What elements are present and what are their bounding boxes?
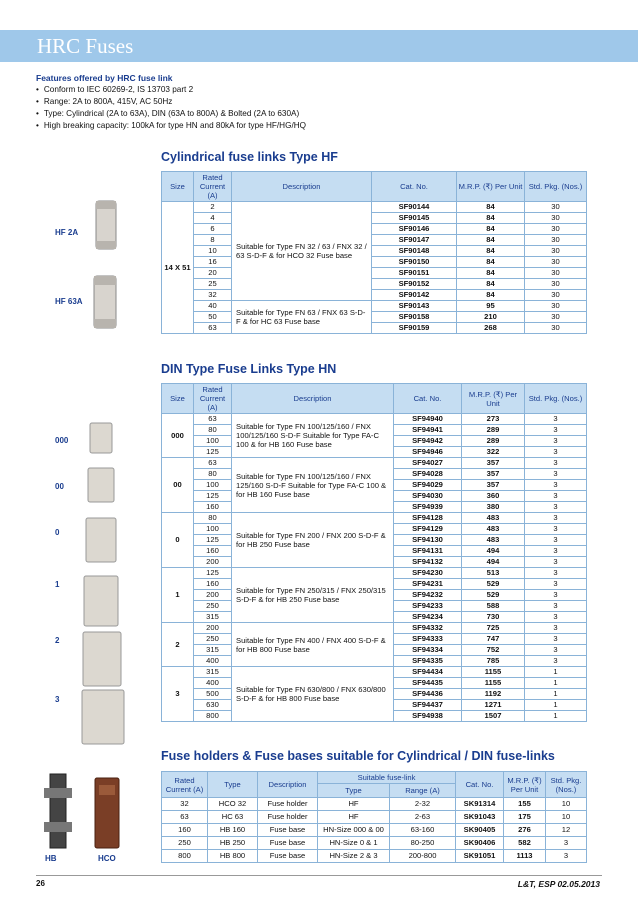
cat-no-cell: SF94436 [394, 689, 462, 700]
pkg-cell: 12 [546, 824, 587, 837]
pkg-cell: 10 [546, 798, 587, 811]
rated-cell: 20 [194, 268, 232, 279]
pkg-cell: 3 [525, 502, 587, 513]
mrp-cell: 588 [462, 601, 525, 612]
footer-reference: L&T, ESP 02.05.2013 [517, 879, 600, 889]
mrp-cell: 155 [504, 798, 546, 811]
size-cell: 0 [162, 513, 194, 568]
col-rated: Rated Current (A) [194, 172, 232, 202]
mrp-cell: 494 [462, 557, 525, 568]
col-mrp: M.R.P. (₹) Per Unit [504, 772, 546, 798]
pkg-cell: 3 [525, 590, 587, 601]
pkg-cell: 3 [546, 837, 587, 850]
description-cell: Suitable for Type FN 100/125/160 / FNX 125/160 S-D-F Suitable for Type FA-C 100 & for HB 160 Fuse base [232, 458, 394, 513]
hf-2a-fuse-image [88, 195, 128, 255]
cat-no-cell: SF94234 [394, 612, 462, 623]
col-rated: Rated Current (A) [194, 384, 232, 414]
pkg-cell: 30 [525, 213, 587, 224]
cat-no-cell: SF94128 [394, 513, 462, 524]
cat-no-cell: SF94335 [394, 656, 462, 667]
hb-fuse-base-image [40, 770, 80, 852]
rated-cell: 125 [194, 491, 232, 502]
description-cell: Suitable for Type FN 100/125/160 / FNX 100/125/160 S-D-F Suitable for Type FA-C 100 & for HB 160 Fuse base [232, 414, 394, 458]
pkg-cell: 1 [525, 711, 587, 722]
rated-cell: 125 [194, 535, 232, 546]
col-desc: Description [258, 772, 318, 798]
description-cell: Suitable for Type FN 200 / FNX 200 S-D-F & for HB 250 Fuse base [232, 513, 394, 568]
pkg-cell: 3 [525, 645, 587, 656]
cat-no-cell: SF94231 [394, 579, 462, 590]
cat-no-cell: SF90144 [372, 202, 457, 213]
range-cell: 2-32 [390, 798, 456, 811]
table-row [162, 568, 587, 579]
rated-cell: 32 [194, 290, 232, 301]
size-cell: 2 [162, 623, 194, 667]
label-hco: HCO [98, 854, 116, 863]
rated-cell: 100 [194, 480, 232, 491]
col-desc: Description [232, 172, 372, 202]
cat-no-cell: SF90147 [372, 235, 457, 246]
rated-cell: 10 [194, 246, 232, 257]
cat-no-cell: SF90152 [372, 279, 457, 290]
label-size-2: 2 [55, 636, 60, 645]
mrp-cell: 1271 [462, 700, 525, 711]
features-title: Features offered by HRC fuse link [36, 73, 173, 83]
rated-cell: 40 [194, 301, 232, 312]
mrp-cell: 747 [462, 634, 525, 645]
mrp-cell: 380 [462, 502, 525, 513]
rated-cell: 4 [194, 213, 232, 224]
cat-no-cell: SF94941 [394, 425, 462, 436]
mrp-cell: 752 [462, 645, 525, 656]
description-cell: Fuse base [258, 824, 318, 837]
fuse-type-cell: HN-Size 0 & 1 [318, 837, 390, 850]
mrp-cell: 357 [462, 458, 525, 469]
description-cell: Suitable for Type FN 63 / FNX 63 S-D-F & for HC 63 Fuse base [232, 301, 372, 334]
table-row [162, 458, 587, 469]
range-cell: 200-800 [390, 850, 456, 863]
pkg-cell: 30 [525, 202, 587, 213]
rated-cell: 80 [194, 469, 232, 480]
pkg-cell: 3 [525, 623, 587, 634]
rated-cell: 16 [194, 257, 232, 268]
page-number: 26 [36, 879, 45, 888]
mrp-cell: 84 [457, 246, 525, 257]
rated-cell: 160 [194, 579, 232, 590]
hf-63a-fuse-image [86, 272, 126, 332]
cat-no-cell: SF94939 [394, 502, 462, 513]
cat-no-cell: SF94942 [394, 436, 462, 447]
rated-cell: 250 [194, 601, 232, 612]
rated-cell: 250 [162, 837, 208, 850]
features-list [36, 84, 306, 132]
label-size-0: 0 [55, 528, 60, 537]
cat-no-cell: SF90146 [372, 224, 457, 235]
col-cat: Cat. No. [372, 172, 457, 202]
mrp-cell: 1192 [462, 689, 525, 700]
pkg-cell: 30 [525, 224, 587, 235]
mrp-cell: 273 [462, 414, 525, 425]
pkg-cell: 30 [525, 323, 587, 334]
mrp-cell: 84 [457, 213, 525, 224]
mrp-cell: 268 [457, 323, 525, 334]
cat-no-cell: SF94132 [394, 557, 462, 568]
pkg-cell: 3 [525, 469, 587, 480]
col-suitable-range: Range (A) [390, 784, 456, 798]
description-cell: Fuse base [258, 837, 318, 850]
table-row [162, 837, 587, 850]
pkg-cell: 1 [525, 700, 587, 711]
label-size-00: 00 [55, 482, 64, 491]
footer-divider [36, 875, 602, 876]
feature-item: • High breaking capacity: 100kA for type HN and 80kA for type HF/HG/HQ [36, 120, 306, 132]
cat-no-cell: SF90159 [372, 323, 457, 334]
mrp-cell: 529 [462, 579, 525, 590]
mrp-cell: 1155 [462, 667, 525, 678]
table-row [162, 290, 587, 301]
rated-cell: 80 [194, 425, 232, 436]
hf-section-title: Cylindrical fuse links Type HF [161, 150, 338, 164]
rated-cell: 100 [194, 436, 232, 447]
rated-cell: 6 [194, 224, 232, 235]
table-row [162, 246, 587, 257]
mrp-cell: 84 [457, 279, 525, 290]
rated-cell: 315 [194, 667, 232, 678]
mrp-cell: 84 [457, 257, 525, 268]
type-cell: HCO 32 [208, 798, 258, 811]
range-cell: 80-250 [390, 837, 456, 850]
size-cell: 00 [162, 458, 194, 513]
table-row [162, 414, 587, 425]
mrp-cell: 210 [457, 312, 525, 323]
cat-no-cell: SF94333 [394, 634, 462, 645]
table-row [162, 667, 587, 678]
pkg-cell: 3 [525, 414, 587, 425]
pkg-cell: 1 [525, 678, 587, 689]
col-desc: Description [232, 384, 394, 414]
mrp-cell: 513 [462, 568, 525, 579]
cat-no-cell: SF90151 [372, 268, 457, 279]
mrp-cell: 785 [462, 656, 525, 667]
cat-no-cell: SF90145 [372, 213, 457, 224]
mrp-cell: 483 [462, 535, 525, 546]
col-suitable-type: Type [318, 784, 390, 798]
hn-fuse-images [80, 418, 128, 748]
feature-item: • Range: 2A to 800A, 415V, AC 50Hz [36, 96, 306, 108]
rated-cell: 50 [194, 312, 232, 323]
table-row [162, 202, 587, 213]
table-row [162, 213, 587, 224]
mrp-cell: 582 [504, 837, 546, 850]
mrp-cell: 725 [462, 623, 525, 634]
col-suitable: Suitable fuse-link [318, 772, 456, 784]
pkg-cell: 3 [525, 524, 587, 535]
type-cell: HB 250 [208, 837, 258, 850]
rated-cell: 400 [194, 656, 232, 667]
table-row [162, 301, 587, 312]
cat-no-cell: SF94434 [394, 667, 462, 678]
fuse-type-cell: HN-Size 000 & 00 [318, 824, 390, 837]
rated-cell: 32 [162, 798, 208, 811]
pkg-cell: 3 [525, 634, 587, 645]
cat-no-cell: SF94030 [394, 491, 462, 502]
mrp-cell: 357 [462, 469, 525, 480]
rated-cell: 63 [194, 414, 232, 425]
cat-no-cell: SF94334 [394, 645, 462, 656]
cat-no-cell: SF94028 [394, 469, 462, 480]
mrp-cell: 1113 [504, 850, 546, 863]
description-cell: Suitable for Type FN 400 / FNX 400 S-D-F & for HB 800 Fuse base [232, 623, 394, 667]
rated-cell: 315 [194, 645, 232, 656]
rated-cell: 8 [194, 235, 232, 246]
mrp-cell: 84 [457, 290, 525, 301]
cat-no-cell: SF94029 [394, 480, 462, 491]
description-cell: Fuse holder [258, 798, 318, 811]
mrp-cell: 1155 [462, 678, 525, 689]
feature-item: • Conform to IEC 60269-2, IS 13703 part 2 [36, 84, 306, 96]
cat-no-cell: SF94027 [394, 458, 462, 469]
cat-no-cell: SF90143 [372, 301, 457, 312]
mrp-cell: 1507 [462, 711, 525, 722]
rated-cell: 400 [194, 678, 232, 689]
hn-section-title: DIN Type Fuse Links Type HN [161, 362, 337, 376]
rated-cell: 500 [194, 689, 232, 700]
mrp-cell: 175 [504, 811, 546, 824]
pkg-cell: 1 [525, 689, 587, 700]
col-pkg: Std. Pkg. (Nos.) [546, 772, 587, 798]
pkg-cell: 30 [525, 257, 587, 268]
rated-cell: 315 [194, 612, 232, 623]
rated-cell: 800 [162, 850, 208, 863]
pkg-cell: 3 [525, 546, 587, 557]
pkg-cell: 1 [525, 667, 587, 678]
col-mrp: M.R.P. (₹) Per Unit [457, 172, 525, 202]
hco-fuse-holder-image [90, 775, 124, 851]
mrp-cell: 322 [462, 447, 525, 458]
pkg-cell: 30 [525, 312, 587, 323]
col-mrp: M.R.P. (₹) Per Unit [462, 384, 525, 414]
cat-no-cell: SF94940 [394, 414, 462, 425]
fuse-type-cell: HF [318, 811, 390, 824]
pkg-cell: 3 [525, 557, 587, 568]
cat-no-cell: SK91314 [456, 798, 504, 811]
description-cell: Fuse holder [258, 811, 318, 824]
size-cell: 3 [162, 667, 194, 722]
size-cell: 1 [162, 568, 194, 623]
mrp-cell: 360 [462, 491, 525, 502]
col-rated: Rated Current (A) [162, 772, 208, 798]
table-row [162, 811, 587, 824]
col-size: Size [162, 384, 194, 414]
mrp-cell: 84 [457, 235, 525, 246]
pkg-cell: 3 [525, 447, 587, 458]
table-row [162, 798, 587, 811]
holders-table [161, 771, 587, 863]
label-size-000: 000 [55, 436, 69, 445]
table-row [162, 850, 587, 863]
type-cell: HC 63 [208, 811, 258, 824]
pkg-cell: 3 [525, 535, 587, 546]
col-size: Size [162, 172, 194, 202]
rated-cell: 200 [194, 590, 232, 601]
pkg-cell: 3 [525, 436, 587, 447]
mrp-cell: 84 [457, 268, 525, 279]
rated-cell: 200 [194, 557, 232, 568]
mrp-cell: 357 [462, 480, 525, 491]
description-cell: Suitable for Type FN 630/800 / FNX 630/800 S-D-F & for HB 800 Fuse base [232, 667, 394, 722]
cat-no-cell: SK90405 [456, 824, 504, 837]
cat-no-cell: SF94435 [394, 678, 462, 689]
col-cat: Cat. No. [456, 772, 504, 798]
cat-no-cell: SF90148 [372, 246, 457, 257]
pkg-cell: 30 [525, 290, 587, 301]
pkg-cell: 3 [525, 425, 587, 436]
hf-table [161, 171, 587, 334]
table-row [162, 224, 587, 235]
pkg-cell: 30 [525, 279, 587, 290]
table-row [162, 279, 587, 290]
label-hf-2a: HF 2A [55, 228, 79, 237]
type-cell: HB 160 [208, 824, 258, 837]
description-cell: Fuse base [258, 850, 318, 863]
col-cat: Cat. No. [394, 384, 462, 414]
label-size-3: 3 [55, 695, 60, 704]
size-cell: 000 [162, 414, 194, 458]
pkg-cell: 30 [525, 235, 587, 246]
label-hf-63a: HF 63A [55, 297, 83, 306]
cat-no-cell: SF94938 [394, 711, 462, 722]
size-cell: 14 X 51 [162, 202, 194, 334]
label-size-1: 1 [55, 580, 60, 589]
table-row [162, 623, 587, 634]
fuse-type-cell: HN-Size 2 & 3 [318, 850, 390, 863]
label-hb: HB [45, 854, 57, 863]
cat-no-cell: SF94129 [394, 524, 462, 535]
description-cell: Suitable for Type FN 32 / 63 / FNX 32 / 63 S-D-F & for HCO 32 Fuse base [232, 202, 372, 301]
cat-no-cell: SF94233 [394, 601, 462, 612]
rated-cell: 160 [194, 546, 232, 557]
table-row [162, 235, 587, 246]
pkg-cell: 3 [525, 612, 587, 623]
col-pkg: Std. Pkg. (Nos.) [525, 384, 587, 414]
rated-cell: 125 [194, 447, 232, 458]
col-type: Type [208, 772, 258, 798]
pkg-cell: 3 [525, 568, 587, 579]
cat-no-cell: SF94332 [394, 623, 462, 634]
table-row [162, 257, 587, 268]
rated-cell: 63 [194, 458, 232, 469]
rated-cell: 250 [194, 634, 232, 645]
cat-no-cell: SF94232 [394, 590, 462, 601]
rated-cell: 63 [162, 811, 208, 824]
fuse-type-cell: HF [318, 798, 390, 811]
pkg-cell: 3 [525, 601, 587, 612]
holders-section-title: Fuse holders & Fuse bases suitable for Cylindrical / DIN fuse-links [161, 749, 555, 763]
pkg-cell: 10 [546, 811, 587, 824]
pkg-cell: 30 [525, 246, 587, 257]
pkg-cell: 3 [525, 579, 587, 590]
pkg-cell: 3 [525, 458, 587, 469]
mrp-cell: 276 [504, 824, 546, 837]
pkg-cell: 3 [525, 480, 587, 491]
cat-no-cell: SF90142 [372, 290, 457, 301]
mrp-cell: 483 [462, 524, 525, 535]
cat-no-cell: SF94946 [394, 447, 462, 458]
mrp-cell: 84 [457, 202, 525, 213]
cat-no-cell: SK91043 [456, 811, 504, 824]
rated-cell: 160 [162, 824, 208, 837]
range-cell: 63-160 [390, 824, 456, 837]
mrp-cell: 483 [462, 513, 525, 524]
range-cell: 2-63 [390, 811, 456, 824]
cat-no-cell: SF94131 [394, 546, 462, 557]
type-cell: HB 800 [208, 850, 258, 863]
feature-item: • Type: Cylindrical (2A to 63A), DIN (63A to 800A) & Bolted (2A to 630A) [36, 108, 306, 120]
mrp-cell: 84 [457, 224, 525, 235]
mrp-cell: 730 [462, 612, 525, 623]
rated-cell: 630 [194, 700, 232, 711]
mrp-cell: 289 [462, 436, 525, 447]
table-row [162, 824, 587, 837]
rated-cell: 80 [194, 513, 232, 524]
rated-cell: 63 [194, 323, 232, 334]
description-cell: Suitable for Type FN 250/315 / FNX 250/315 S-D-F & for HB 250 Fuse base [232, 568, 394, 623]
cat-no-cell: SF94130 [394, 535, 462, 546]
col-pkg: Std. Pkg. (Nos.) [525, 172, 587, 202]
mrp-cell: 494 [462, 546, 525, 557]
cat-no-cell: SK91051 [456, 850, 504, 863]
mrp-cell: 95 [457, 301, 525, 312]
pkg-cell: 30 [525, 268, 587, 279]
rated-cell: 2 [194, 202, 232, 213]
rated-cell: 125 [194, 568, 232, 579]
pkg-cell: 3 [525, 491, 587, 502]
table-row [162, 513, 587, 524]
cat-no-cell: SF94437 [394, 700, 462, 711]
rated-cell: 100 [194, 524, 232, 535]
cat-no-cell: SF90150 [372, 257, 457, 268]
rated-cell: 200 [194, 623, 232, 634]
table-row [162, 312, 587, 323]
pkg-cell: 3 [525, 656, 587, 667]
cat-no-cell: SK90406 [456, 837, 504, 850]
rated-cell: 160 [194, 502, 232, 513]
rated-cell: 800 [194, 711, 232, 722]
hn-table [161, 383, 587, 722]
header-band [0, 30, 638, 62]
cat-no-cell: SF94230 [394, 568, 462, 579]
mrp-cell: 289 [462, 425, 525, 436]
rated-cell: 25 [194, 279, 232, 290]
mrp-cell: 529 [462, 590, 525, 601]
pkg-cell: 3 [546, 850, 587, 863]
pkg-cell: 3 [525, 513, 587, 524]
cat-no-cell: SF90158 [372, 312, 457, 323]
page-title: HRC Fuses [37, 34, 134, 58]
pkg-cell: 30 [525, 301, 587, 312]
table-row [162, 323, 587, 334]
table-row [162, 268, 587, 279]
